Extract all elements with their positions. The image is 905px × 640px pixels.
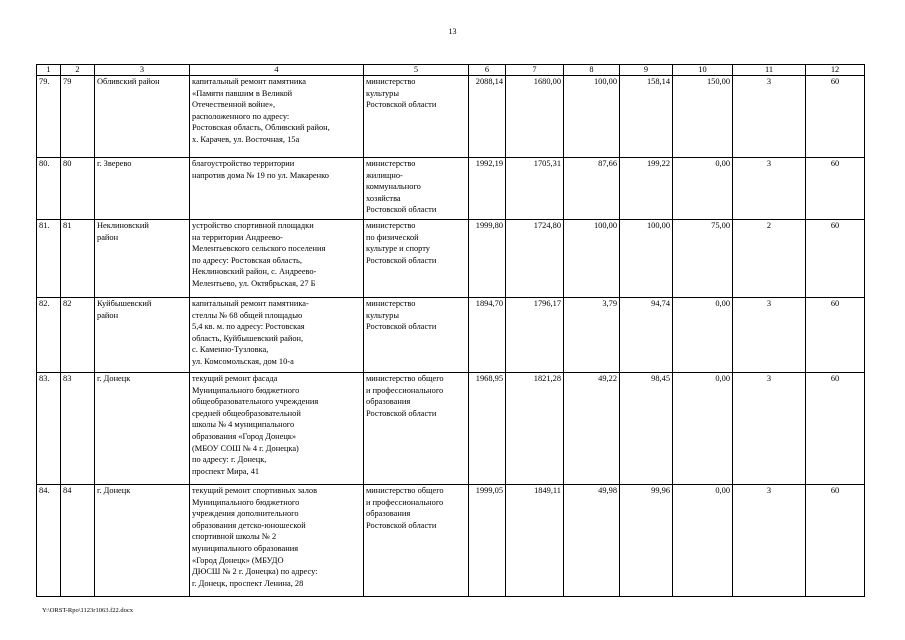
table-row [37,485,865,597]
value-cell: 1680,00 [506,76,564,158]
value-cell: 60 [806,298,865,373]
value-cell: 3 [733,485,806,597]
ministry-cell: министерство общего и профессионального образования Ростовской области [364,485,469,597]
column-header: 9 [620,65,673,76]
value-cell: 60 [806,76,865,158]
row-index: 84. [37,485,61,597]
row-index: 82. [37,298,61,373]
value-cell: 1992,19 [469,158,506,220]
value-cell: 99,96 [620,485,673,597]
row-number: 81 [61,220,95,298]
file-path-footer: Y:\ORST-Rpo\1123r1063.f22.docx [42,607,134,614]
value-cell: 60 [806,220,865,298]
column-header: 10 [673,65,733,76]
value-cell: 0,00 [673,373,733,485]
value-cell: 94,74 [620,298,673,373]
value-cell: 0,00 [673,298,733,373]
description-cell: устройство спортивной площадки на территории Андреево- Мелентьевского сельского поселения по адресу: Ростовская область, Неклиновский район, с. Андреево- Мелентьево, ул. Октябрьская, 27 Б [190,220,364,298]
value-cell: 60 [806,485,865,597]
value-cell: 49,22 [564,373,620,485]
value-cell: 3,79 [564,298,620,373]
column-header: 5 [364,65,469,76]
ministry-cell: министерство культуры Ростовской области [364,76,469,158]
value-cell: 3 [733,158,806,220]
table-row [37,158,865,220]
row-number: 84 [61,485,95,597]
value-cell: 1821,28 [506,373,564,485]
value-cell: 60 [806,373,865,485]
row-index: 79. [37,76,61,158]
district-cell: Куйбышевский район [95,298,190,373]
value-cell: 87,66 [564,158,620,220]
district-cell: Обливский район [95,76,190,158]
ministry-cell: министерство общего и профессионального образования Ростовской области [364,373,469,485]
column-header: 7 [506,65,564,76]
value-cell: 1968,95 [469,373,506,485]
value-cell: 98,45 [620,373,673,485]
table-row [37,220,865,298]
value-cell: 1849,11 [506,485,564,597]
data-table [36,64,865,597]
row-index: 80. [37,158,61,220]
row-index: 81. [37,220,61,298]
value-cell: 100,00 [564,220,620,298]
ministry-cell: министерство жилищно- коммунального хозяйства Ростовской области [364,158,469,220]
value-cell: 100,00 [620,220,673,298]
district-cell: г. Донецк [95,373,190,485]
column-header: 6 [469,65,506,76]
value-cell: 2088,14 [469,76,506,158]
row-index: 83. [37,373,61,485]
column-header: 11 [733,65,806,76]
description-cell: текущий ремонт спортивных залов Муниципального бюджетного учреждения дополнительного образования детско-юношеской спортивной школы № 2 муниципального образования «Город Донецк» (МБУДО ДЮСШ № 2 г. Донецка) по адресу: г. Донецк, проспект Ленина, 28 [190,485,364,597]
table-row [37,373,865,485]
row-number: 80 [61,158,95,220]
row-number: 83 [61,373,95,485]
header-row [37,65,865,76]
value-cell: 0,00 [673,485,733,597]
description-cell: текущий ремонт фасада Муниципального бюджетного общеобразовательного учреждения средней общеобразовательной школы № 4 муниципального образования «Город Донецк» (МБОУ СОШ № 4 г. Донецка) по адресу: г. Донецк, проспект Мира, 41 [190,373,364,485]
table-row [37,298,865,373]
column-header: 3 [95,65,190,76]
page-number: 13 [448,27,457,36]
column-header: 2 [61,65,95,76]
district-cell: г. Зверево [95,158,190,220]
value-cell: 1724,80 [506,220,564,298]
value-cell: 1796,17 [506,298,564,373]
value-cell: 100,00 [564,76,620,158]
value-cell: 1999,80 [469,220,506,298]
row-number: 82 [61,298,95,373]
row-number: 79 [61,76,95,158]
value-cell: 199,22 [620,158,673,220]
district-cell: г. Донецк [95,485,190,597]
value-cell: 1705,31 [506,158,564,220]
ministry-cell: министерство культуры Ростовской области [364,298,469,373]
table-row [37,76,865,158]
value-cell: 1894,70 [469,298,506,373]
value-cell: 158,14 [620,76,673,158]
ministry-cell: министерство по физической культуре и спорту Ростовской области [364,220,469,298]
value-cell: 3 [733,298,806,373]
value-cell: 3 [733,373,806,485]
value-cell: 2 [733,220,806,298]
description-cell: капитальный ремонт памятника- стеллы № 68 общей площадью 5,4 кв. м. по адресу: Ростовская область, Куйбышевский район, с. Каменно-Тузловка, ул. Комсомольская, дом 10-а [190,298,364,373]
column-header: 1 [37,65,61,76]
column-header: 4 [190,65,364,76]
description-cell: благоустройство территории напротив дома № 19 по ул. Макаренко [190,158,364,220]
value-cell: 49,98 [564,485,620,597]
value-cell: 150,00 [673,76,733,158]
value-cell: 1999,05 [469,485,506,597]
value-cell: 3 [733,76,806,158]
description-cell: капитальный ремонт памятника «Памяти павшим в Великой Отечественной войне», расположенного по адресу: Ростовская область, Обливский район, х. Карачев, ул. Восточная, 15а [190,76,364,158]
value-cell: 75,00 [673,220,733,298]
column-header: 8 [564,65,620,76]
value-cell: 0,00 [673,158,733,220]
district-cell: Неклиновский район [95,220,190,298]
column-header: 12 [806,65,865,76]
value-cell: 60 [806,158,865,220]
